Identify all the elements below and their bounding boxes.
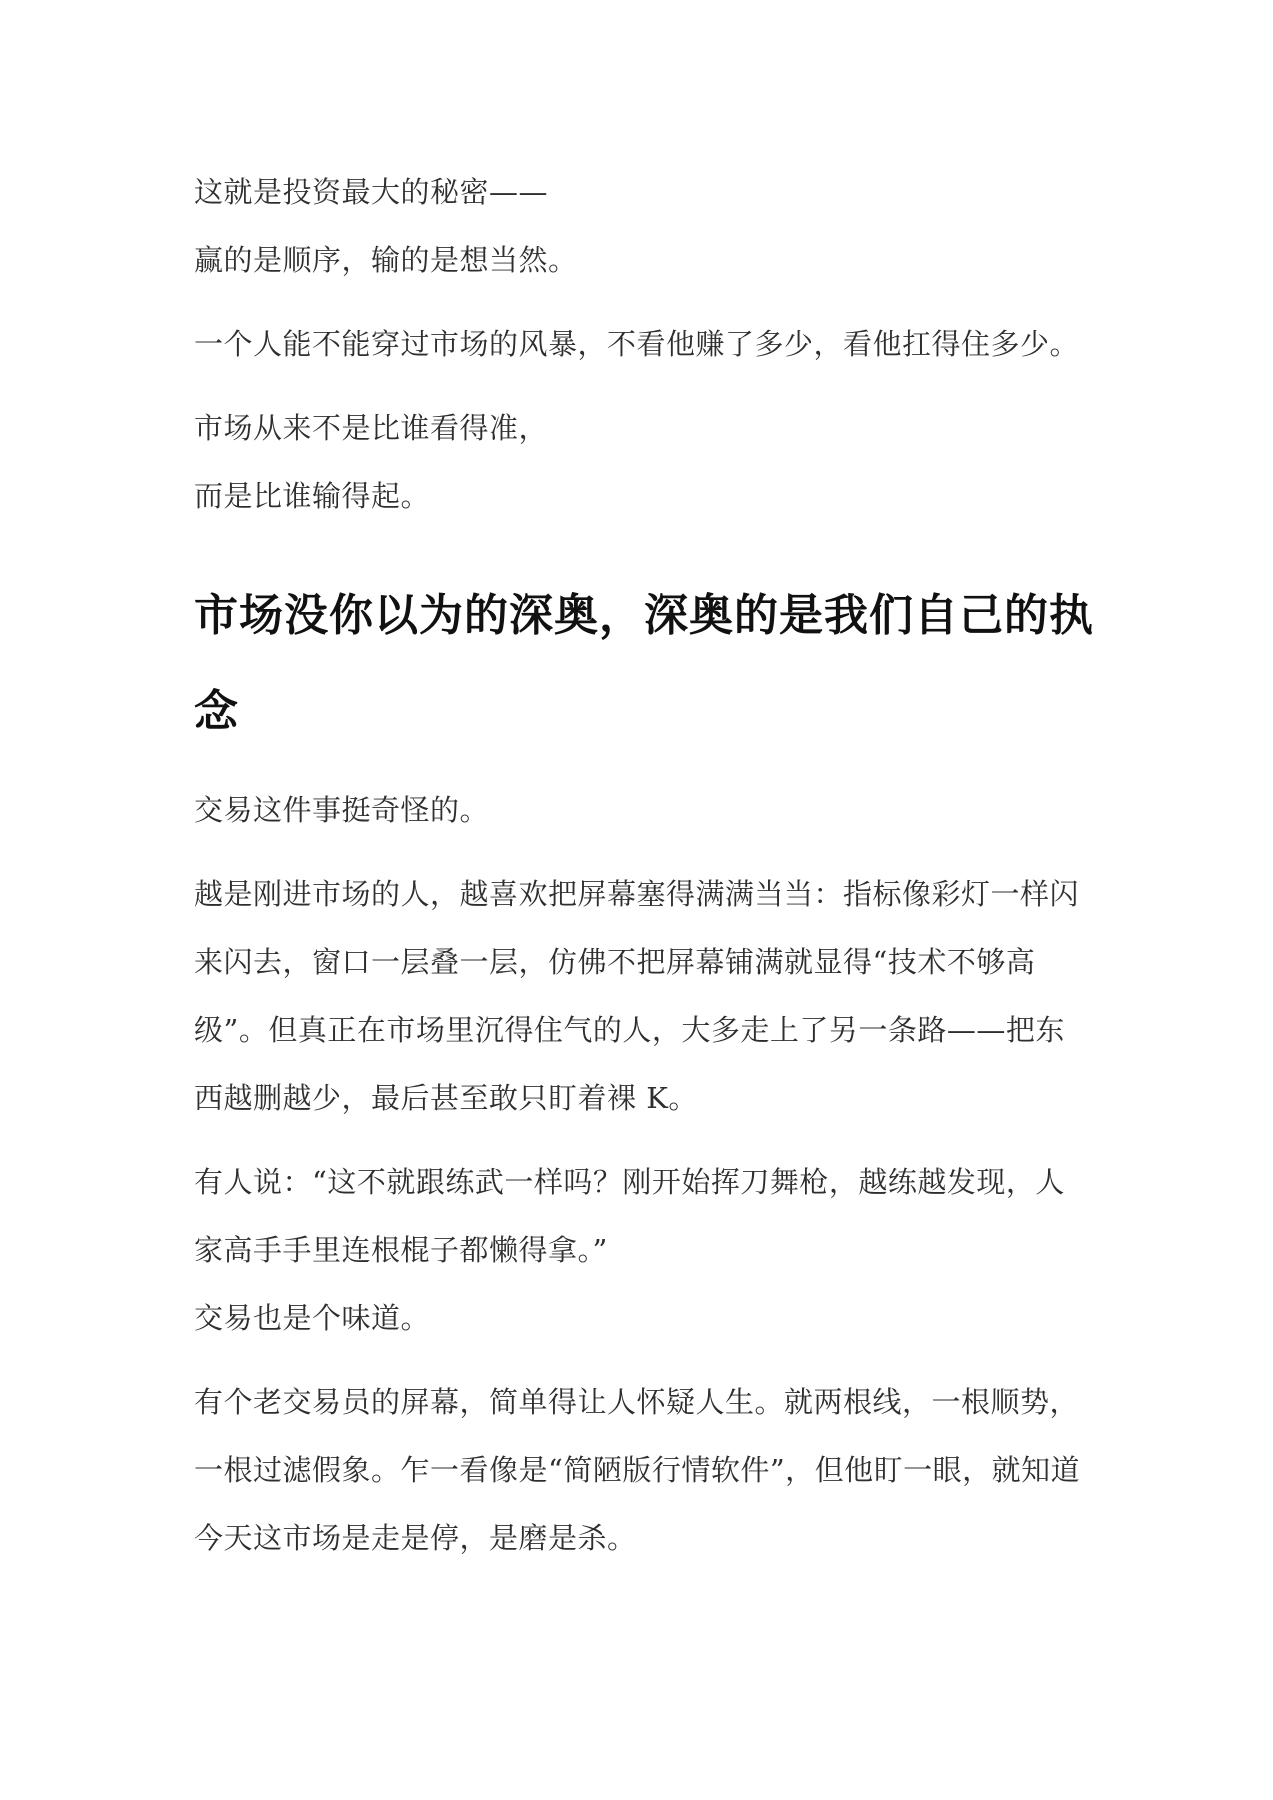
section-heading: 市场没你以为的深奥，深奥的是我们自己的执念 [194, 590, 1094, 737]
paragraph-same-flavor: 交易也是个味道。 [194, 1301, 431, 1335]
paragraph-martial-arts: 有人说：“这不就跟练武一样吗？刚开始挥刀舞枪，越练越发现，人家高手手里连根棍子都懒得拿。” [194, 1165, 1065, 1267]
paragraph-market-line1: 市场从来不是比谁看得准， [194, 411, 549, 445]
paragraph-secret-line1: 这就是投资最大的秘密—— [194, 175, 549, 209]
document-body [194, 158, 1094, 1572]
paragraph-old-trader: 有个老交易员的屏幕，简单得让人怀疑人生。就两根线，一根顺势，一根过滤假象。乍一看像是“简陋版行情软件”，但他盯一眼，就知道今天这市场是走是停，是磨是杀。 [194, 1385, 1081, 1555]
paragraph-screen-clutter: 越是刚进市场的人，越喜欢把屏幕塞得满满当当：指标像彩灯一样闪来闪去，窗口一层叠一层，仿佛不把屏幕铺满就显得“技术不够高级”。但真正在市场里沉得住气的人，大多走上了另一条路——把东西越删越少，最后甚至敢只盯着裸 K。 [194, 877, 1080, 1115]
paragraph-secret-line2: 赢的是顺序，输的是想当然。 [194, 243, 578, 277]
paragraph-trading-strange: 交易这件事挺奇怪的。 [194, 793, 490, 827]
paragraph-market-line2: 而是比谁输得起。 [194, 479, 431, 513]
paragraph-storm: 一个人能不能穿过市场的风暴，不看他赚了多少，看他扛得住多少。 [194, 327, 1080, 361]
